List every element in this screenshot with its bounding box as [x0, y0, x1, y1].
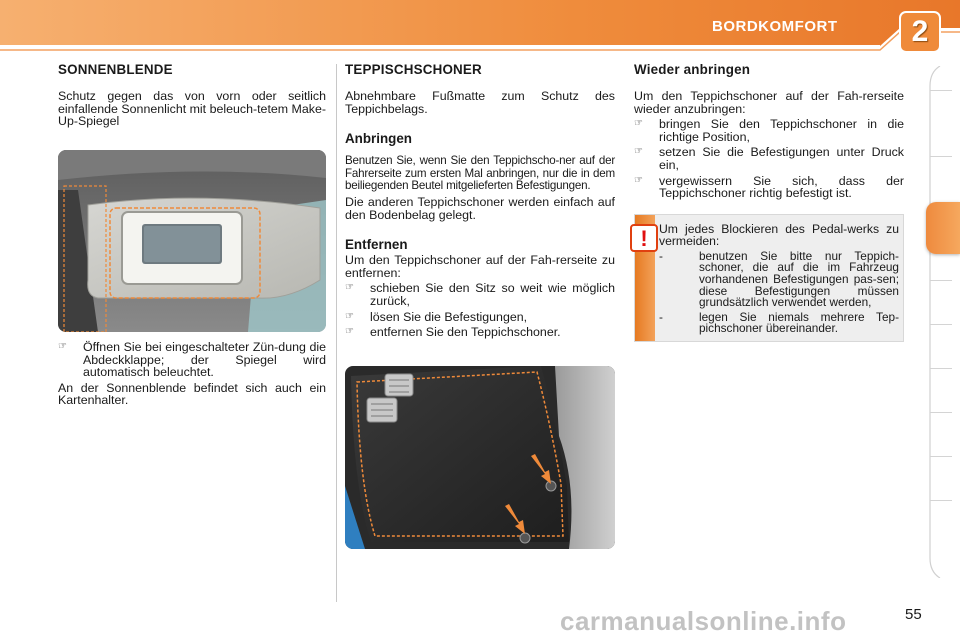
chapter-tab-1[interactable]: [930, 90, 952, 130]
pedal-accelerator: [385, 374, 413, 396]
list-item: [58, 341, 326, 379]
list-item-text: setzen Sie die Befestigungen unter Druck ein,: [659, 145, 904, 172]
section-title-teppichschoner: TEPPISCHSCHONER: [345, 62, 482, 77]
pedal-brake: [367, 398, 397, 422]
list-item-text: schieben Sie den Sitz so weit wie möglich zurück,: [370, 281, 615, 308]
anbringen-paragraph-2: Die anderen Teppichschoner werden einfach auf den Bodenbelag gelegt.: [345, 194, 615, 222]
chapter-number: 2: [911, 15, 929, 48]
column-divider: [336, 64, 337, 602]
list-item-text: bringen Sie den Teppichschoner in die richtige Position,: [659, 117, 904, 144]
list-item-text: lösen Sie die Befestigungen,: [370, 309, 528, 324]
pointing-hand-icon: ☞: [345, 282, 354, 294]
list-item: [634, 118, 904, 143]
dash-marker: -: [659, 248, 663, 263]
pointing-hand-icon: ☞: [345, 326, 354, 338]
reattach-intro: Um den Teppichschoner auf der Fah-rerseite wieder anzubringen:: [634, 89, 904, 116]
chapter-tab-6[interactable]: [930, 368, 952, 408]
chapter-tab-8[interactable]: [930, 456, 952, 496]
list-item-text: entfernen Sie den Teppichschoner.: [370, 325, 561, 340]
subsection-title-anbringen: Anbringen: [345, 131, 412, 147]
pointing-hand-icon: ☞: [634, 118, 643, 130]
list-item: [345, 311, 615, 324]
list-item-text: benutzen Sie bitte nur Teppich-schoner, die auf die im Fahrzeug vorhandenen Befestigungen pas-sen; diese Befestigungen müssen grundsätzlich verwendet werden,: [699, 248, 899, 310]
section-title-sonnenblende: SONNENBLENDE: [58, 62, 173, 77]
anbringen-paragraph-1: Benutzen Sie, wenn Sie den Teppichscho-ner auf der Fahrerseite zum ersten Mal anbringen, nur die in dem beiliegenden Beutel mitgelieferten Befestigungen.: [345, 154, 615, 193]
list-item: [345, 282, 615, 307]
chapter-tab-2[interactable]: [930, 156, 952, 196]
list-item: [345, 326, 615, 339]
sun-visor-photo: [58, 150, 326, 332]
chapter-tab-9[interactable]: [930, 500, 952, 540]
warning-content: [659, 223, 899, 338]
list-item: [634, 175, 904, 200]
column-reattach: [634, 62, 904, 203]
pointing-hand-icon: ☞: [345, 310, 354, 322]
warning-exclamation-icon: [629, 223, 659, 253]
chapter-tab-4[interactable]: [930, 280, 952, 320]
warning-intro: Um jedes Blockieren des Pedal-werks zu vermeiden:: [659, 222, 899, 249]
svg-text:!: !: [640, 226, 648, 251]
watermark: carmanualsonline.info: [560, 606, 847, 636]
dash-marker: -: [659, 309, 663, 324]
entfernen-intro: Um den Teppichschoner auf der Fah-rerseite zu entfernen:: [345, 253, 615, 280]
warning-box: [634, 214, 904, 342]
chapter-title: BORDKOMFORT: [712, 18, 838, 35]
chapter-tab-7[interactable]: [930, 412, 952, 452]
chapter-tab-strip: [926, 66, 960, 578]
section-title-wieder-anbringen: Wieder anbringen: [634, 62, 751, 77]
list-item: [659, 248, 899, 310]
chapter-tab-active[interactable]: [926, 202, 960, 254]
pointing-hand-icon: ☞: [634, 174, 643, 186]
column-sun-visor: [58, 62, 326, 131]
list-item: [634, 146, 904, 171]
page-header: [0, 0, 960, 52]
list-item-text: Öffnen Sie bei eingeschalteter Zün-dung die Abdeckklappe; der Spiegel wird automatisch beleuchtet.: [83, 340, 326, 380]
column-floor-mat: [345, 62, 615, 342]
pointing-hand-icon: ☞: [634, 146, 643, 158]
list-item-text: vergewissern Sie sich, dass der Teppichschoner richtig befestigt ist.: [659, 173, 904, 201]
chapter-tab-5[interactable]: [930, 324, 952, 364]
pointing-hand-icon: ☞: [58, 341, 67, 352]
list-item-text: legen Sie niemals mehrere Tep-pichschoner übereinander.: [699, 309, 899, 336]
map-holder-note: An der Sonnenblende befindet sich auch ein Kartenhalter.: [58, 380, 326, 408]
list-item: [659, 309, 899, 336]
floor-mat-intro: Abnehmbare Fußmatte zum Schutz des Teppichbelags.: [345, 89, 615, 116]
floor-mat-photo: [345, 366, 615, 549]
subsection-title-entfernen: Entfernen: [345, 237, 408, 253]
page-number: 55: [905, 606, 922, 623]
sun-visor-instructions: [58, 341, 326, 410]
sun-visor-intro: Schutz gegen das von vorn oder seitlich einfallende Sonnenlicht mit beleuch-tetem Make-Up-Spiegel: [58, 89, 326, 129]
